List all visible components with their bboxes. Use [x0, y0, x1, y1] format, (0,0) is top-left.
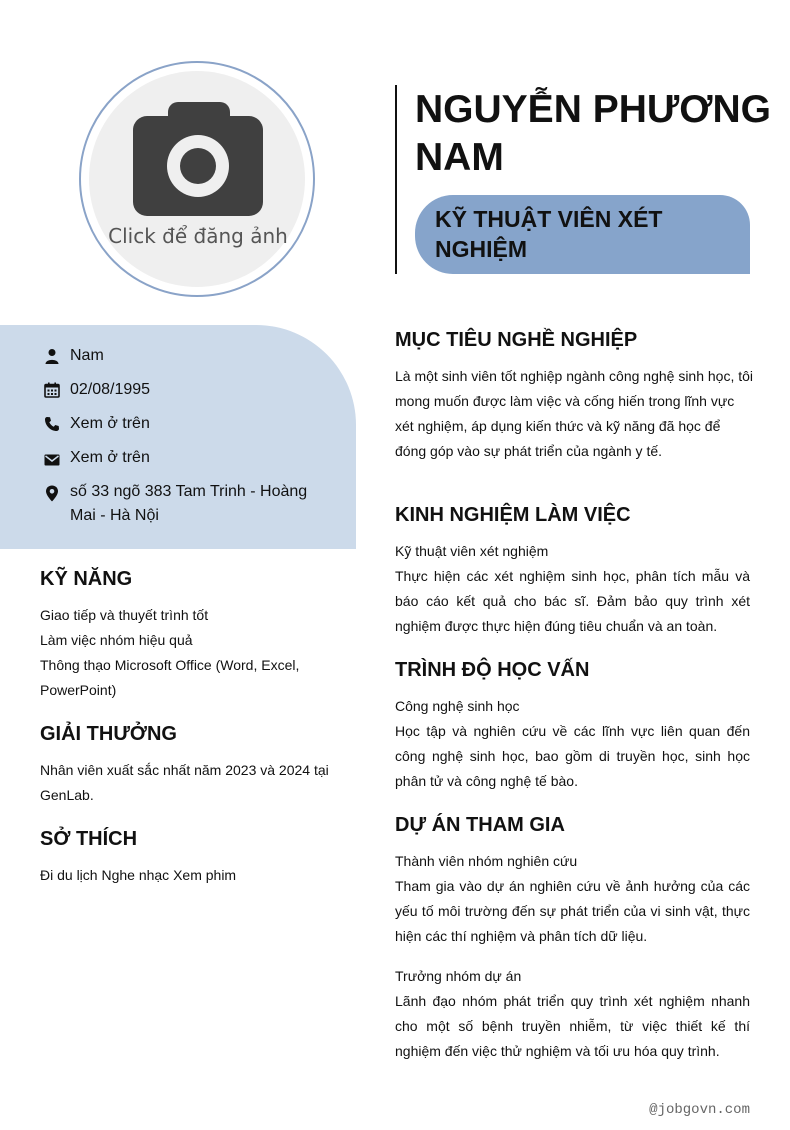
projects-heading: DỰ ÁN THAM GIA — [395, 814, 565, 836]
education-major: Công nghệ sinh học — [395, 698, 520, 714]
contact-email: Xem ở trên — [70, 449, 150, 466]
hobbies-text: Đi du lịch Nghe nhạc Xem phim — [40, 867, 237, 883]
skill-item: Giao tiếp và thuyết trình tốt — [40, 607, 209, 623]
job-title: KỸ THUẬT VIÊN XÉT NGHIỆM — [435, 206, 663, 262]
objective-text: Là một sinh viên tốt nghiệp ngành công nghệ sinh học, tôi mong muốn được làm việc và cống hiến trong lĩnh vực xét nghiệm, áp dụng kiến thức và kỹ năng đã học để đóng góp vào sự phát triển của ngành y tế. — [395, 368, 754, 459]
education-heading: TRÌNH ĐỘ HỌC VẤN — [395, 659, 590, 681]
objective-heading: MỤC TIÊU NGHỀ NGHIỆP — [395, 329, 638, 351]
project-role: Thành viên nhóm nghiên cứu — [395, 853, 578, 869]
awards-heading: GIẢI THƯỞNG — [40, 723, 177, 745]
camera-lens — [180, 148, 216, 184]
location-pin-icon — [44, 484, 60, 502]
experience-heading: KINH NGHIỆM LÀM VIỆC — [395, 504, 631, 526]
skills-list — [40, 603, 340, 703]
candidate-name: NGUYỄN PHƯƠNG NAM — [415, 88, 771, 179]
education-desc: Học tập và nghiên cứu về các lĩnh vực liên quan đến công nghệ sinh học, bao gồm di truyền học, sinh học phân tử và công nghệ tế bào. — [395, 723, 750, 789]
footer-watermark: @jobgovn.com — [649, 1102, 750, 1118]
calendar-icon — [44, 382, 60, 398]
experience-desc: Thực hiện các xét nghiệm sinh học, phân tích mẫu và báo cáo kết quả cho bác sĩ. Đảm bảo quy trình xét nghiệm được thực hiện đúng tiêu chuẩn và an toàn. — [395, 568, 750, 634]
person-icon — [44, 348, 60, 364]
contact-address: số 33 ngõ 383 Tam Trinh - Hoàng Mai - Hà Nội — [70, 483, 308, 524]
skill-item: Thông thạo Microsoft Office (Word, Excel, PowerPoint) — [40, 657, 300, 698]
awards-text: Nhân viên xuất sắc nhất năm 2023 và 2024 tại GenLab. — [40, 762, 329, 803]
skills-heading: KỸ NĂNG — [40, 568, 133, 590]
hobbies-heading: SỞ THÍCH — [40, 828, 138, 850]
phone-icon — [44, 416, 60, 432]
email-icon — [44, 452, 60, 468]
upload-photo-label[interactable]: Click để đăng ảnh — [108, 224, 288, 248]
contact-phone: Xem ở trên — [70, 415, 150, 432]
project-desc: Lãnh đạo nhóm phát triển quy trình xét nghiệm nhanh cho một số bệnh truyền nhiễm, từ việc thiết kế thí nghiệm đến việc thử nghiệm và tối ưu hóa quy trình. — [395, 993, 750, 1059]
project-desc: Tham gia vào dự án nghiên cứu về ảnh hưởng của các yếu tố môi trường đến sự phát triển của vi sinh vật, thực hiện các thí nghiệm và phân tích dữ liệu. — [395, 878, 750, 944]
skill-item: Làm việc nhóm hiệu quả — [40, 632, 193, 648]
header-divider — [395, 85, 397, 274]
contact-gender: Nam — [70, 347, 104, 364]
contact-birthday: 02/08/1995 — [70, 381, 151, 398]
experience-role: Kỹ thuật viên xét nghiệm — [395, 543, 549, 559]
project-role: Trưởng nhóm dự án — [395, 968, 522, 984]
